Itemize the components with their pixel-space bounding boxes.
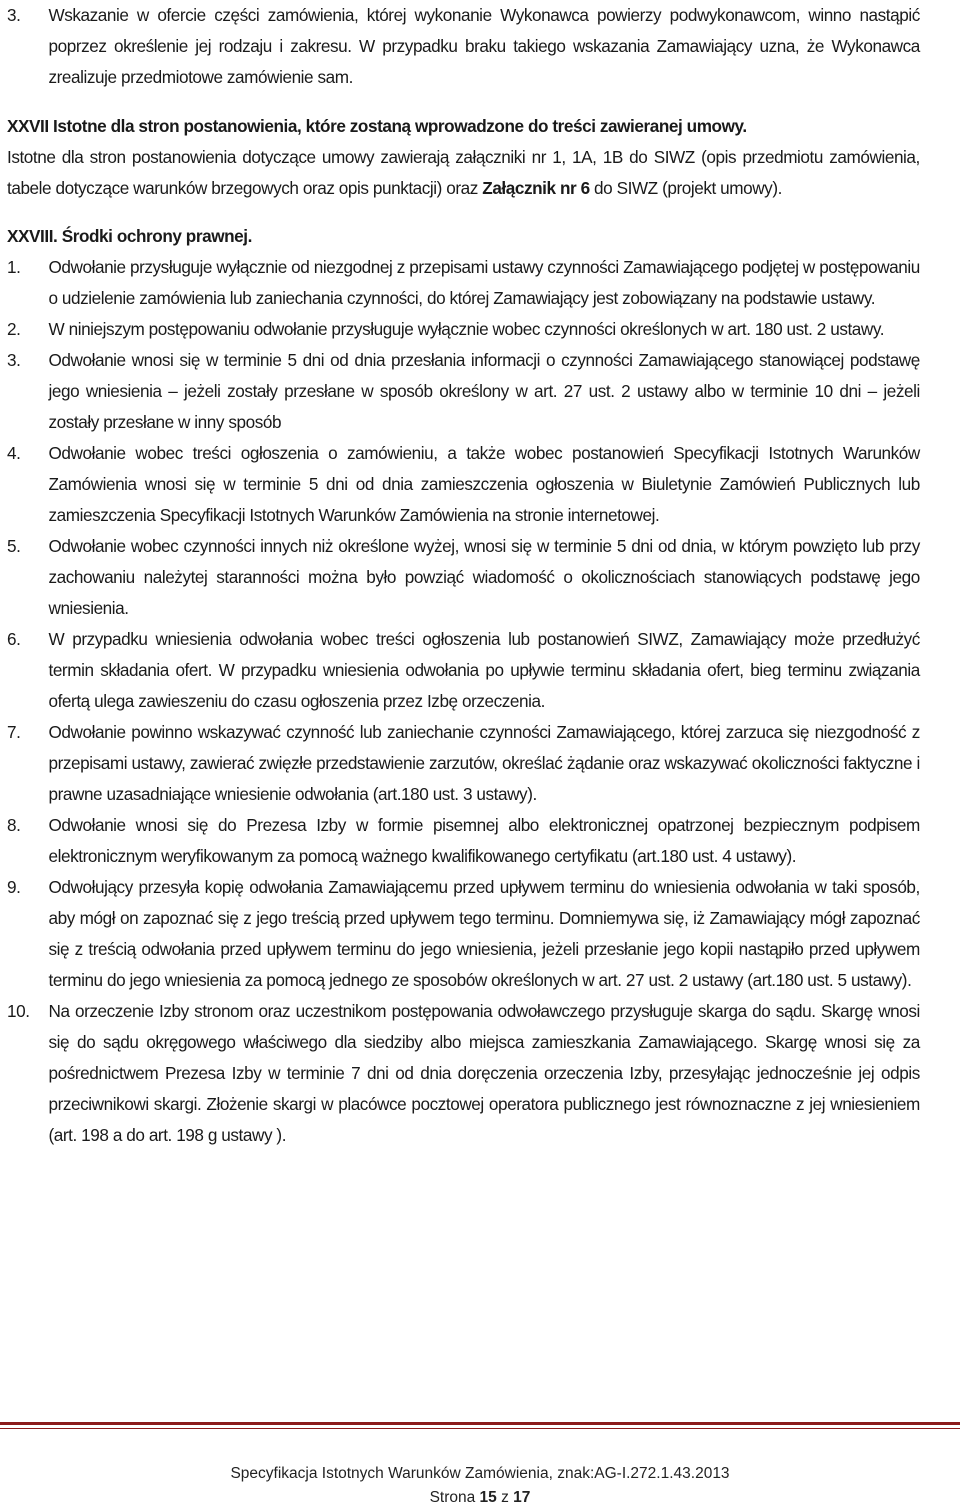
list-item-text: Odwołanie wobec czynności innych niż określone wyżej, wnosi się w terminie 5 dni od dnia, w którym powzięto lub przy zachowaniu należytej staranności można było powziąć wiadomość o okolicznościach stanowiących podstawę jego wniesienia. [48, 536, 920, 618]
list-item-text: Odwołanie przysługuje wyłącznie od niezgodnej z przepisami ustawy czynności Zamawiającego podjętej w postępowaniu o udzielenie zamówienia lub zaniechania czynności, do której Zamawiający jest zobowiązany na podstawie ustawy. [48, 257, 920, 308]
list-item-number: 5. [7, 536, 21, 556]
page-separator: z [501, 1489, 509, 1506]
paragraph-text: Istotne dla stron postanowienia dotyczące umowy zawierają załączniki nr 1, 1A, 1B do SIWZ (opis przedmiotu zamówienia, tabele dotyczące warunków brzegowych oraz opis punktacji) oraz [7, 147, 920, 198]
footer-rule [0, 1422, 960, 1425]
list-item [7, 0, 920, 93]
list-item-text: W przypadku wniesienia odwołania wobec treści ogłoszenia lub postanowień SIWZ, Zamawiający może przedłużyć termin składania ofert. W przypadku wniesienia odwołania po upływie terminu składania ofert, bieg terminu związania ofertą ulega zawieszeniu do czasu ogłoszenia przez Izbę orzeczenia. [48, 629, 920, 711]
list-item-number: 7. [7, 722, 21, 742]
list-item-number: 9. [7, 877, 21, 897]
list-item-text: Odwołanie wnosi się do Prezesa Izby w formie pisemnej albo elektronicznej opatrzonej bezpiecznym podpisem elektronicznym weryfikowanym za pomocą ważnego kwalifikowanego certyfikatu (art.180 ust. 4 ustawy). [48, 815, 920, 866]
list-item-number: 6. [7, 629, 21, 649]
list-item-number: 8. [7, 815, 21, 835]
list-item [7, 252, 920, 314]
list-item-text: Odwołanie powinno wskazywać czynność lub zaniechanie czynności Zamawiającego, której zarzuca się niezgodność z przepisami ustawy, zawierać zwięzłe przedstawienie zarzutów, określać żądanie oraz wskazywać okoliczności faktyczne i prawne uzasadniające wniesienie odwołania (art.180 ust. 3 ustawy). [48, 722, 920, 804]
list-item-number: 3. [7, 5, 21, 25]
section-paragraph [7, 142, 920, 204]
page-total: 17 [513, 1489, 531, 1506]
page-number [0, 1486, 960, 1510]
list-item-text: Na orzeczenie Izby stronom oraz uczestnikom postępowania odwoławczego przysługuje skarga do sądu. Skargę wnosi się do sądu okręgowego właściwego dla siedziby albo miejsca zamieszkania Zamawiającego. Skargę wnosi się za pośrednictwem Prezesa Izby w terminie 7 dni od dnia doręczenia orzeczenia Izby, przesyłając jednocześnie jej odpis przeciwnikowi skargi. Złożenie skargi w placówce pocztowej operatora publicznego jest równoznaczne z jej wniesieniem (art. 198 a do art. 198 g ustawy ). [48, 1001, 920, 1145]
page-footer [0, 1462, 960, 1510]
list-item-number: 4. [7, 443, 21, 463]
list-item [7, 345, 920, 438]
footer-rule-thin [0, 1428, 960, 1429]
list-item-text: W niniejszym postępowaniu odwołanie przysługuje wyłącznie wobec czynności określonych w art. 180 ust. 2 ustawy. [48, 319, 885, 339]
list-item [7, 624, 920, 717]
list-item-text: Wskazanie w ofercie części zamówienia, której wykonanie Wykonawca powierzy podwykonawcom, winno nastąpić poprzez określenie jej rodzaju i zakresu. W przypadku braku takiego wskazania Zamawiający uzna, że Wykonawca zrealizuje przedmiotowe zamówienie sam. [48, 5, 920, 87]
page-current: 15 [479, 1489, 497, 1506]
document-body [7, 0, 920, 1151]
list-item-number: 3. [7, 350, 21, 370]
list-item-number: 10. [7, 1001, 30, 1021]
list-item-text: Odwołanie wobec treści ogłoszenia o zamówieniu, a także wobec postanowień Specyfikacji Istotnych Warunków Zamówienia wnosi się w terminie 5 dni od dnia zamieszczenia ogłoszenia w Biuletynie Zamówień Publicznych lub zamieszczenia Specyfikacji Istotnych Warunków Zamówienia na stronie internetowej. [48, 443, 920, 525]
list-item [7, 531, 920, 624]
list-item-number: 2. [7, 319, 21, 339]
list-item [7, 438, 920, 531]
list-item [7, 996, 920, 1151]
list-item-text: Odwołanie wnosi się w terminie 5 dni od dnia przesłania informacji o czynności Zamawiającego stanowiącej podstawę jego wniesienia – jeżeli zostały przesłane w sposób określony w art. 27 ust. 2 ustawy albo w terminie 10 dni – jeżeli zostały przesłane w inny sposób [48, 350, 920, 432]
section-heading-xxviii: XXVIII. Środki ochrony prawnej. [7, 226, 252, 246]
page-label: Strona [429, 1489, 476, 1506]
list-item-text: Odwołujący przesyła kopię odwołania Zamawiającemu przed upływem terminu do wniesienia odwołania w taki sposób, aby mógł on zapoznać się z jego treścią przed upływem tego terminu. Domniemywa się, iż Zamawiający mógł zapoznać się z treścią odwołania przed upływem terminu do jego wniesienia, jeżeli przesłanie jego kopii nastąpiło przed upływem terminu do jego wniesienia za pomocą jednego ze sposobów określonych w art. 27 ust. 2 ustawy (art.180 ust. 5 ustawy). [48, 877, 920, 990]
list-item [7, 872, 920, 996]
legal-remedies-list [7, 252, 920, 1151]
list-item [7, 314, 920, 345]
paragraph-bold-text: Załącznik nr 6 [482, 178, 590, 198]
section-heading-xxvii: XXVII Istotne dla stron postanowienia, które zostaną wprowadzone do treści zawieranej umowy. [7, 116, 747, 136]
list-item [7, 810, 920, 872]
footer-title: Specyfikacja Istotnych Warunków Zamówienia, znak:AG-I.272.1.43.2013 [230, 1465, 730, 1482]
list-item [7, 717, 920, 810]
paragraph-text: do SIWZ (projekt umowy). [589, 178, 782, 198]
list-item-number: 1. [7, 257, 21, 277]
